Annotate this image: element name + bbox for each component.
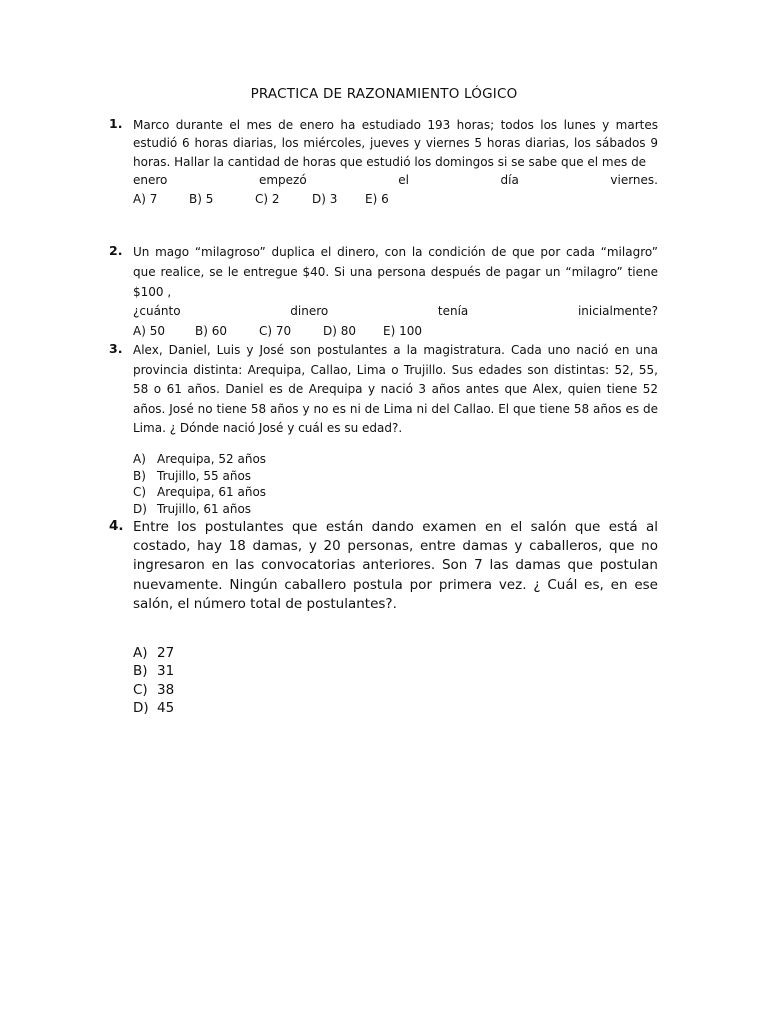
- option-c: [133, 681, 174, 699]
- option-text: 38: [157, 681, 175, 698]
- page-title: PRACTICA DE RAZONAMIENTO LÓGICO: [250, 86, 518, 102]
- question-number: 3.: [109, 341, 123, 356]
- option-a: [133, 644, 174, 662]
- option-label: B): [133, 663, 148, 680]
- option-label: C): [133, 485, 147, 499]
- question-4-options: [109, 644, 174, 717]
- question-text-last-line: enero empezó el día viernes.: [133, 173, 658, 188]
- question-number: 4.: [109, 518, 124, 534]
- question-2: [109, 243, 658, 340]
- option-c: [133, 484, 266, 501]
- option-d: D) 80: [323, 324, 357, 339]
- question-text: Alex, Daniel, Luis y José son postulantes a la magistratura. Cada uno nació en una provincia distinta: Arequipa, Callao, Lima o Trujillo. Sus edades son distintas: 52, 55, 58 o 61 años. Daniel es de Arequipa y nació 3 años antes que Alex, quien tiene 52 años. José no tiene 58 años y no es ni de Lima ni del Callao. El que tiene 58 años es de Lima. ¿ Dónde nació José y cuál es su edad?.: [133, 343, 658, 436]
- option-text: Trujillo, 55 años: [157, 468, 252, 483]
- option-b: [133, 662, 174, 680]
- option-label: A): [133, 645, 148, 661]
- option-text: Trujillo, 61 años: [157, 501, 252, 516]
- question-text: [133, 243, 658, 340]
- option-text: Arequipa, 61 años: [157, 485, 267, 499]
- option-label: B): [133, 468, 146, 483]
- option-a: A) 50: [133, 324, 165, 339]
- option-label: D): [133, 501, 147, 516]
- option-text: Arequipa, 52 años: [157, 452, 267, 466]
- option-label: A): [133, 452, 146, 466]
- option-text: 31: [157, 663, 175, 680]
- option-d: [133, 501, 266, 518]
- option-a: [133, 451, 266, 468]
- option-b: B) 5: [189, 191, 214, 206]
- option-a: A) 7: [133, 191, 158, 206]
- question-text: [133, 116, 658, 208]
- option-label: C): [133, 681, 148, 698]
- answer-options: [133, 322, 658, 340]
- question-4: [109, 518, 658, 614]
- option-text: 27: [157, 645, 175, 661]
- answer-options: [133, 190, 658, 208]
- question-3: [109, 341, 658, 439]
- option-c: C) 2: [255, 191, 280, 206]
- question-number: 2.: [109, 243, 123, 258]
- answer-options: [133, 451, 266, 517]
- option-label: D): [133, 699, 149, 716]
- option-text: 45: [157, 699, 175, 716]
- question-text-main: Marco durante el mes de enero ha estudiado 193 horas; todos los lunes y martes estudió 6 horas diarias, los miércoles, jueves y viernes 5 horas diarias, los sábados 9 horas. Hallar la cantidad de horas que estudió los domingos si se sabe que el mes de: [133, 118, 658, 169]
- option-e: E) 6: [365, 191, 389, 206]
- option-d: D) 3: [312, 191, 338, 206]
- question-text-main: Un mago “milagroso” duplica el dinero, con la condición de que por cada “milagro” que realice, se le entregue $40. Si una persona después de pagar un “milagro” tiene $100 ,: [133, 245, 658, 299]
- question-3-options: [109, 451, 266, 517]
- question-1: [109, 116, 658, 208]
- option-d: [133, 699, 174, 717]
- option-c: C) 70: [259, 324, 292, 339]
- question-text-last-line: ¿cuánto dinero tenía inicialmente?: [133, 304, 658, 319]
- option-e: E) 100: [383, 324, 422, 339]
- question-text: Entre los postulantes que están dando examen en el salón que está al costado, hay 18 damas, y 20 personas, entre damas y caballeros, que no ingresaron en las convocatorias anteriores. Son 7 las damas que postulan nuevamente. Ningún caballero postula por primera vez. ¿ Cuál es, en ese salón, el número total de postulantes?.: [133, 519, 658, 612]
- option-b: B) 60: [195, 324, 227, 339]
- option-b: [133, 468, 266, 485]
- answer-options: [133, 644, 174, 717]
- question-number: 1.: [109, 116, 123, 131]
